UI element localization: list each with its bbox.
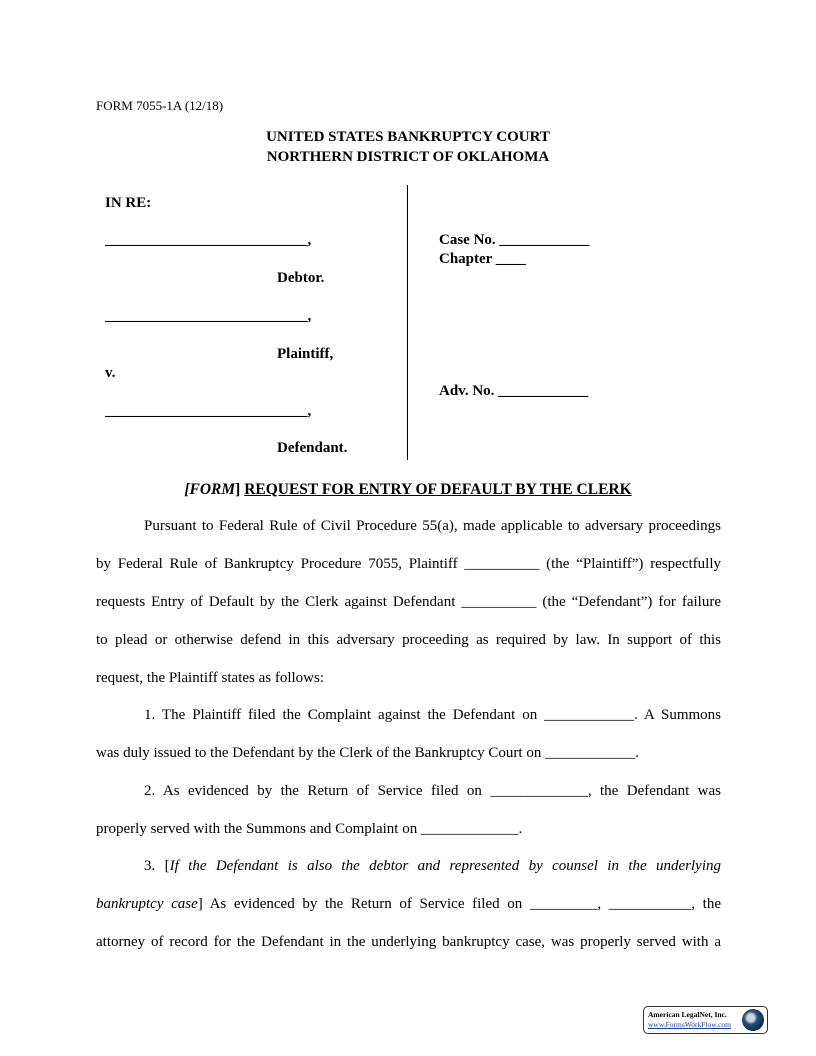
plaintiff-name-blank: ___________________________, [105,308,312,324]
american-legalnet-logo[interactable] [643,1006,768,1034]
item2-line-2: properly served with the Summons and Complaint on _____________. [96,821,523,837]
title-text: REQUEST FOR ENTRY OF DEFAULT BY THE CLERK [244,481,632,498]
item1-line-1: 1. The Plaintiff filed the Complaint against the Defendant on ____________. A Summons [144,707,721,723]
caption-divider [407,185,408,460]
case-number: Case No. ____________ [439,232,590,248]
court-district: NORTHERN DISTRICT OF OKLAHOMA [266,149,550,165]
debtor-label: Debtor. [277,270,325,286]
logo-website-link[interactable]: www.FormsWorkFlow.com [648,1020,732,1029]
debtor-name-blank: ___________________________, [105,232,312,248]
court-name: UNITED STATES BANKRUPTCY COURT [266,129,550,145]
document-title [0,481,816,499]
intro-line-2: by Federal Rule of Bankruptcy Procedure 7055, Plaintiff __________ (the “Plaintiff”) respectfully [96,556,721,572]
logo-company-name: American LegalNet, Inc. [648,1010,727,1019]
item3-italic-condition: If the Defendant is also the debtor and represented by counsel in the underlying [169,858,722,874]
intro-line-3: requests Entry of Default by the Clerk against Defendant __________ (the “Defendant”) for failure [96,594,721,610]
form-id: FORM 7055-1A (12/18) [96,98,224,113]
plaintiff-label: Plaintiff, [277,346,334,362]
item3-number: 3. [ [144,858,170,874]
adversary-number: Adv. No. ____________ [439,383,589,399]
form-tag-close: ] [235,481,241,498]
intro-line-4: to plead or otherwise defend in this adversary proceeding as required by law. In support of this [96,632,721,648]
intro-line-1: Pursuant to Federal Rule of Civil Procedure 55(a), made applicable to adversary proceedings [144,518,721,534]
item1-line-2: was duly issued to the Defendant by the Clerk of the Bankruptcy Court on ____________. [96,745,639,761]
defendant-label: Defendant. [277,440,348,456]
item3-italic-case: bankruptcy case [96,896,198,912]
intro-line-5: request, the Plaintiff states as follows: [96,670,325,686]
form-tag: [FORM [184,481,236,498]
in-re-label: IN RE: [105,195,152,211]
versus-label: v. [105,365,116,381]
item3-line-1 [96,859,721,874]
logo-globe-icon [742,1009,764,1031]
item2-line-1: 2. As evidenced by the Return of Service filed on _____________, the Defendant was [144,783,721,799]
chapter-number: Chapter ____ [439,251,526,267]
item3-line-2-rest: ] As evidenced by the Return of Service filed on _________, ___________, the [197,896,721,912]
item3-line-3: attorney of record for the Defendant in the underlying bankruptcy case, was properly served with a [96,934,721,950]
item3-line-2 [96,897,721,912]
defendant-name-blank: ___________________________, [105,403,312,419]
